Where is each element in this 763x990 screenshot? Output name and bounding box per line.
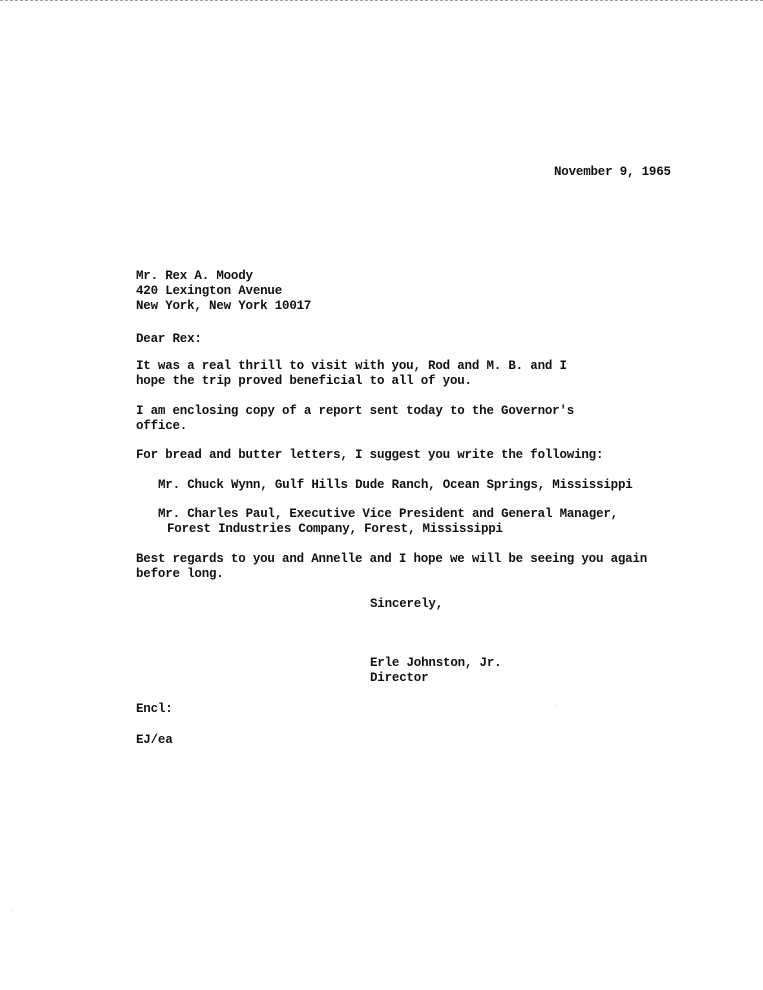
closing: Sincerely,	[370, 597, 444, 611]
contact-charles-paul-line2: Forest Industries Company, Forest, Mississippi	[167, 522, 503, 536]
recipient-street: 420 Lexington Avenue	[136, 284, 283, 298]
paragraph-line: before long.	[136, 567, 224, 581]
paragraph-line: It was a real thrill to visit with you, Rod and M. B. and I	[136, 359, 567, 373]
signer-name: Erle Johnston, Jr.	[370, 656, 502, 670]
recipient-name: Mr. Rex A. Moody	[136, 269, 253, 283]
scan-speck	[12, 910, 13, 911]
recipient-address	[136, 269, 311, 314]
paragraph-report	[136, 404, 574, 434]
contact-charles-paul-line1: Mr. Charles Paul, Executive Vice President and General Manager,	[158, 507, 618, 521]
paragraph-bread-butter: For bread and butter letters, I suggest you write the following:	[136, 448, 604, 462]
scan-speck	[555, 705, 556, 706]
enclosure-note: Encl:	[136, 702, 173, 716]
paragraph-line: I am enclosing copy of a report sent today to the Governor's	[136, 404, 575, 418]
salutation: Dear Rex:	[136, 332, 202, 346]
paragraph-visit	[136, 359, 567, 389]
paragraph-regards	[136, 552, 647, 582]
letter-date: November 9, 1965	[554, 165, 671, 179]
contact-chuck-wynn: Mr. Chuck Wynn, Gulf Hills Dude Ranch, Ocean Springs, Mississippi	[158, 478, 633, 492]
paragraph-line: office.	[136, 419, 188, 433]
paragraph-line: Best regards to you and Annelle and I hope we will be seeing you again	[136, 552, 648, 566]
paragraph-line: hope the trip proved beneficial to all of you.	[136, 374, 472, 388]
typist-initials: EJ/ea	[136, 733, 173, 747]
signer-title: Director	[370, 671, 429, 685]
page-top-edge	[0, 0, 763, 1]
recipient-city: New York, New York 10017	[136, 299, 312, 313]
